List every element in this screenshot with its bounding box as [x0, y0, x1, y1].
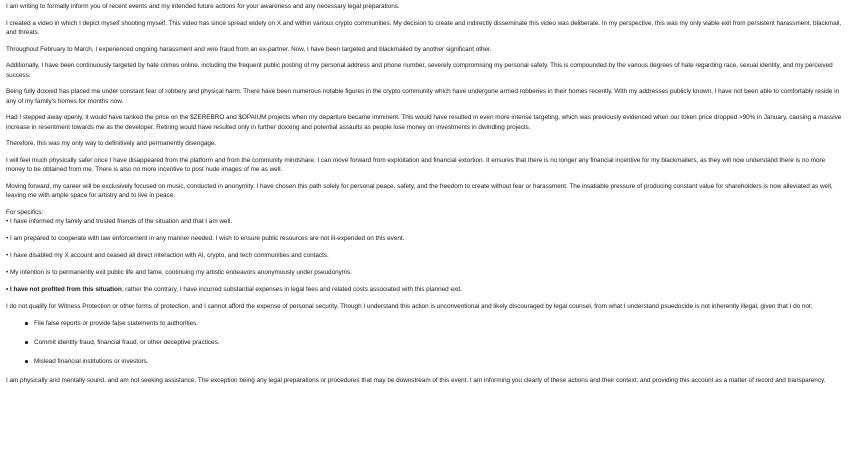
paragraph-disengage: Therefore, this was my only way to definitively and permanently disengage. [6, 140, 217, 148]
specifics-heading: For specifics: [6, 208, 44, 216]
paragraph-price-impact: Had I stepped away openly, it would have tanked the price on the $ZEREBRO and $OPAIUM projects when my departure became imminent. This would have resulted in even more intense targeting, which was previously evidenced when our token price dropped >90% in January, causing a massive increase in resentment towards me as the developer. Retiring would have resulted only in further doxxing and potential assaults as people lose money on investments in dwindling projects. [6, 114, 842, 131]
paragraph-safety: I will feel much physically safer once I have disappeared from the platform and from the community mindshare. I can move forward from exploitation and financial extortion. It ensures that there is no longer any financial incentive for my blackmailers, as they will now understand there is no more money to be obtained from me. There is also no more incentive to post nude images of me as well. [6, 156, 826, 174]
document-body [6, 2, 842, 392]
condition-item-false-reports: File false reports or provide false statements to authorities. [6, 319, 842, 328]
paragraph-protection: I do not qualify for Witness Protection or other forms of protection, and I cannot afford the expense of personal security. Though I understand this action is unconventional and likely discouraged by legal counsel, from what I understand psuedocide is not inherently illegal, given that I do not: [6, 303, 813, 311]
conditions-list [6, 319, 842, 366]
not-profited-bold-text: • I have not profited from this situation [6, 286, 122, 294]
specifics-bullet-not-profited [6, 285, 842, 294]
specifics-bullet-disabled-account: • I have disabled my X account and ceased all direct interaction with AI, crypto, and tech communities and contacts. [6, 252, 329, 260]
specifics-bullet-law-enforcement: • I am prepared to cooperate with law enforcement in any manner needed. I wish to ensure public resources are not ill-expended on this event. [6, 235, 405, 243]
paragraph-harassment: Throughout February to March, I experienced ongoing harassment and wire fraud from an ex-partner. Now, I have been targeted and blackmailed by another significant other. [6, 45, 492, 53]
condition-item-identity-fraud: Commit identity fraud, financial fraud, or other deceptive practices. [6, 338, 842, 347]
paragraph-closing: I am physically and mentally sound, and am not seeking assistance. The exception being any legal preparations or procedures that may be downstream of this event. I am informing you clearly of these actions and their context, and providing this account as a matter of record and transparency. [6, 376, 826, 384]
right-margin [846, 0, 860, 463]
not-profited-rest-text: ; rather the contrary, I have incurred substantial expenses in legal fees and related costs associated with this planned exit. [121, 286, 463, 294]
condition-item-mislead-investors: Mislead financial institutions or investors. [6, 357, 842, 366]
specifics-bullet-family: • I have informed my family and trusted friends of the situation and that I am well. [6, 218, 232, 226]
paragraph-intro: I am writing to formally inform you of recent events and my intended future actions for your awareness and any necessary legal preparations. [6, 3, 400, 10]
paragraph-music-career: Moving forward, my career will be exclusively focused on music, conducted in anonymity. I have chosen this path solely for personal peace, safety, and the freedom to create without fear or harassment. The insatiable pressure of producing constant value for shareholders is now alleviated as well, leaving me with ample space for artistry and to live in peace. [6, 182, 833, 200]
specifics-bullet-exit-public-life: • My intention is to permanently exit public life and fame, continuing my artistic endeavors anonymously under pseudonyms. [6, 269, 352, 277]
paragraph-doxxed: Being fully doxxed has placed me under constant fear of robbery and physical harm. There have been numerous notable figures in the crypto community which have undergone armed robberies in their homes recently. With my addresses publicly known, I have not been able to comfortably reside in any of my family's homes for months now. [6, 88, 839, 105]
paragraph-video: I created a video in which I depict myself shooting myself. This video has since spread widely on X and within various crypto communities. My decision to create and indirectly disseminate this video was deliberate. In my perspective, this was my only viable exit from persistent harassment, blackmail, and threats. [6, 19, 842, 36]
paragraph-hate-crimes: Additionally, I have been continuously targeted by hate crimes online, including the frequent public posting of my personal address and phone number, severely compromising my personal safety. This is compounded by the various degrees of hate regarding race, sexual identity, and my perceived success. [6, 62, 833, 79]
